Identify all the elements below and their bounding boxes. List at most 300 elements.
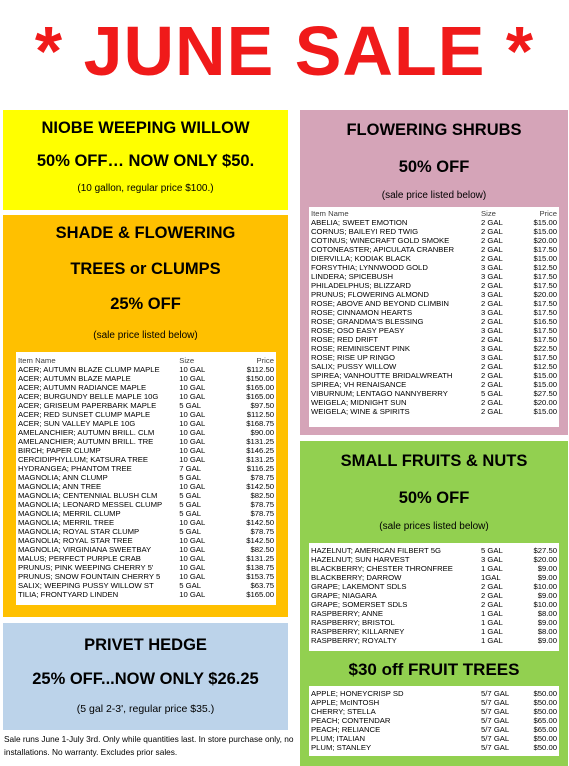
table-row [309,362,559,371]
privet-panel [3,623,288,730]
table-row [309,716,559,725]
table-row [16,464,276,473]
table-row [309,725,559,734]
item-price: $142.50 [246,482,274,491]
item-name: ACER; BURGUNDY BELLE MAPLE 10G [18,392,159,401]
table-row [309,407,559,416]
item-name: PRUNUS; SNOW FOUNTAIN CHERRY 5 [18,572,161,581]
item-size: 10 GAL [179,437,206,446]
item-name: MAGNOLIA; ROYAL STAR TREE [18,536,133,545]
item-name: MAGNOLIA; VIRGINIANA SWEETBAY [18,545,152,554]
fruits-price-list [309,543,559,651]
small-fruits-panel [300,441,568,766]
item-price: $168.75 [246,419,274,428]
table-row [16,509,276,518]
item-name: GRAPE; LAKEMONT SDLS [311,582,407,591]
item-price: $15.00 [533,380,557,389]
table-row [16,581,276,590]
item-price: $112.50 [246,365,274,374]
table-row [309,743,559,752]
item-size: 10 GAL [179,482,206,491]
table-row [16,536,276,545]
item-price: $8.00 [537,627,557,636]
item-size: 5/7 GAL [481,698,510,707]
item-name: CORNUS; BAILEYI RED TWIG [311,227,419,236]
item-price: $9.00 [537,618,557,627]
table-row [309,290,559,299]
table-row [16,455,276,464]
shrubs-price-list [309,207,559,427]
item-name: BIRCH; PAPER CLUMP [18,446,101,455]
item-name: ROSE; RISE UP RINGO [311,353,396,362]
item-size: 2 GAL [481,218,503,227]
item-name: TILIA; FRONTYARD LINDEN [18,590,119,599]
item-size: 2 GAL [481,407,503,416]
item-price: $78.75 [250,473,274,482]
item-size: 10 GAL [179,572,206,581]
item-name: ACER; GRISEUM PAPERBARK MAPLE [18,401,157,410]
item-name: ABELIA; SWEET EMOTION [311,218,408,227]
item-size: 10 GAL [179,590,206,599]
item-size: 2 GAL [481,591,503,600]
item-price: $10.00 [533,600,557,609]
item-name: RASPBERRY; KILLARNEY [311,627,405,636]
table-row [309,734,559,743]
item-name: PRUNUS; PINK WEEPING CHERRY 5' [18,563,154,572]
item-size: 3 GAL [481,290,503,299]
item-size: 10 GAL [179,545,206,554]
item-size: 2 GAL [481,245,503,254]
item-price: $78.75 [250,509,274,518]
item-size: 5 GAL [481,546,503,555]
item-price: $20.00 [533,555,557,564]
table-row [309,389,559,398]
item-size: 2 GAL [481,362,503,371]
item-size: 1 GAL [481,636,503,645]
shade-table [16,356,276,599]
item-name: HYDRANGEA; PHANTOM TREE [18,464,132,473]
item-size: 5 GAL [179,527,201,536]
item-price: $65.00 [533,716,557,725]
table-row [309,236,559,245]
item-price: $20.00 [533,236,557,245]
item-name: WEIGELA; WINE & SPIRITS [311,407,410,416]
flowering-shrubs-panel [300,110,568,435]
item-name: WEIGELA; MIDNIGHT SUN [311,398,407,407]
item-price: $50.00 [533,734,557,743]
item-price: $82.50 [250,545,274,554]
item-name: PHILADELPHUS; BLIZZARD [311,281,411,290]
item-name: ROSE; ABOVE AND BEYOND CLIMBIN [311,299,449,308]
item-size: 10 GAL [179,554,206,563]
table-row [309,689,559,698]
fruits-heading: SMALL FRUITS & NUTS [340,452,528,470]
item-name: HAZELNUT; SUN HARVEST [311,555,410,564]
item-price: $27.50 [533,389,557,398]
niobe-note: (10 gallon, regular price $100.) [77,183,214,194]
item-name: ROSE; OSO EASY PEASY [311,326,405,335]
item-price: $50.00 [533,698,557,707]
item-name: SPIREA; VANHOUTTE BRIDALWREATH [311,371,453,380]
item-name: SPIREA; VH RENAISANCE [311,380,407,389]
item-price: $131.25 [246,455,274,464]
table-row [16,563,276,572]
item-name: ACER; AUTUMN RADIANCE MAPLE [18,383,147,392]
table-row [16,419,276,428]
item-price: $146.25 [246,446,274,455]
item-name: COTONEASTER; APICULATA CRANBER [311,245,455,254]
item-size: 10 GAL [179,455,206,464]
item-name: CHERRY; STELLA [311,707,376,716]
item-size: 2 GAL [481,398,503,407]
item-size: 2 GAL [481,380,503,389]
item-size: 10 GAL [179,374,206,383]
item-size: 10 GAL [179,392,206,401]
column-header: Size [179,356,195,365]
niobe-heading: NIOBE WEEPING WILLOW [41,119,250,137]
item-size: 10 GAL [179,410,206,419]
table-row [309,272,559,281]
item-price: $153.75 [246,572,274,581]
item-name: CERCIDIPHYLLUM; KATSURA TREE [18,455,149,464]
item-price: $9.00 [537,591,557,600]
item-price: $17.50 [533,245,557,254]
item-price: $131.25 [246,437,274,446]
column-header: Price [539,209,557,218]
item-size: 10 GAL [179,365,206,374]
fruits-offer: 50% OFF [398,489,470,507]
item-price: $27.50 [533,546,557,555]
item-name: LINDERA; SPICEBUSH [311,272,394,281]
item-size: 10 GAL [179,563,206,572]
table-row [309,308,559,317]
table-row [16,365,276,374]
table-header-row [309,209,559,218]
item-price: $82.50 [250,491,274,500]
table-row [309,317,559,326]
item-name: ACER; RED SUNSET CLUMP MAPLE [18,410,151,419]
item-price: $17.50 [533,353,557,362]
table-row [16,518,276,527]
table-row [309,698,559,707]
item-name: APPLE; McINTOSH [311,698,380,707]
table-row [16,500,276,509]
table-row [309,609,559,618]
table-row [309,564,559,573]
table-row [309,573,559,582]
item-size: 2 GAL [481,371,503,380]
item-name: COTINUS; WINECRAFT GOLD SMOKE [311,236,450,245]
item-name: GRAPE; NIAGARA [311,591,377,600]
item-size: 2 GAL [481,582,503,591]
item-name: MALUS; PERFECT PURPLE CRAB [18,554,141,563]
item-price: $15.00 [533,371,557,380]
item-name: MAGNOLIA; MERRIL CLUMP [18,509,121,518]
table-row [309,335,559,344]
shade-heading-line2: TREES or CLUMPS [70,260,221,278]
item-price: $20.00 [533,290,557,299]
item-price: $8.00 [537,609,557,618]
fruits-table [309,546,559,645]
item-price: $15.00 [533,254,557,263]
item-size: 10 GAL [179,446,206,455]
item-size: 1 GAL [481,618,503,627]
item-name: SALIX; WEEPING PUSSY WILLOW ST [18,581,154,590]
table-row [16,473,276,482]
niobe-offer: 50% OFF… NOW ONLY $50. [36,152,255,170]
item-price: $65.00 [533,725,557,734]
item-size: 2 GAL [481,227,503,236]
item-price: $165.00 [246,590,274,599]
item-price: $150.00 [246,374,274,383]
item-price: $78.75 [250,527,274,536]
item-name: MAGNOLIA; ROYAL STAR CLUMP [18,527,140,536]
table-row [16,482,276,491]
table-row [309,353,559,362]
privet-heading: PRIVET HEDGE [84,636,207,654]
table-row [16,392,276,401]
fruits-note: (sale prices listed below) [379,521,489,532]
item-name: ROSE; RED DRIFT [311,335,379,344]
item-name: PEACH; CONTENDAR [311,716,391,725]
item-name: SALIX; PUSSY WILLOW [311,362,397,371]
item-size: 5 GAL [179,500,201,509]
item-size: 1GAL [481,573,501,582]
fruit-trees-heading: $30 off FRUIT TREES [348,660,520,679]
table-row [309,218,559,227]
item-price: $15.00 [533,227,557,236]
table-row [309,627,559,636]
table-row [309,245,559,254]
table-row [16,446,276,455]
shade-note: (sale price listed below) [93,330,198,341]
item-price: $63.75 [250,581,274,590]
privet-offer: 25% OFF...NOW ONLY $26.25 [32,670,259,688]
shade-heading-line1: SHADE & FLOWERING [55,224,236,242]
table-row [16,401,276,410]
item-name: RASPBERRY; ROYALTY [311,636,397,645]
table-row [309,546,559,555]
item-name: RASPBERRY; ANNE [311,609,383,618]
item-price: $9.00 [537,564,557,573]
item-price: $22.50 [533,344,557,353]
table-row [309,263,559,272]
table-row [16,527,276,536]
item-size: 5 GAL [179,401,201,410]
item-name: BLACKBERRY; CHESTER THRONFREE [311,564,453,573]
niobe-panel [3,110,288,210]
item-size: 5 GAL [481,389,503,398]
table-row [16,554,276,563]
item-name: MAGNOLIA; CENTENNIAL BLUSH CLM [18,491,158,500]
item-name: MAGNOLIA; LEONARD MESSEL CLUMP [18,500,163,509]
item-price: $17.50 [533,281,557,290]
item-size: 1 GAL [481,609,503,618]
table-row [309,281,559,290]
item-price: $17.50 [533,308,557,317]
item-name: PLUM; STANLEY [311,743,372,752]
item-size: 1 GAL [481,627,503,636]
item-name: HAZELNUT; AMERICAN FILBERT 5G [311,546,442,555]
column-header: Size [481,209,496,218]
item-price: $9.00 [537,573,557,582]
item-price: $116.25 [246,464,274,473]
item-name: PLUM; ITALIAN [311,734,366,743]
item-price: $78.75 [250,500,274,509]
item-size: 2 GAL [481,281,503,290]
table-row [309,636,559,645]
item-name: RASPBERRY; BRISTOL [311,618,395,627]
item-size: 5 GAL [179,581,201,590]
item-size: 2 GAL [481,600,503,609]
item-name: MAGNOLIA; ANN CLUMP [18,473,108,482]
item-size: 5/7 GAL [481,734,510,743]
table-row [16,491,276,500]
shade-trees-panel [3,215,288,617]
item-name: GRAPE; SOMERSET SDLS [311,600,408,609]
item-price: $142.50 [246,536,274,545]
table-row [16,545,276,554]
table-row [16,572,276,581]
table-row [309,591,559,600]
item-name: AMELANCHIER; AUTUMN BRILL. CLM [18,428,155,437]
table-row [309,254,559,263]
item-size: 7 GAL [179,464,201,473]
table-row [309,707,559,716]
item-name: PRUNUS; FLOWERING ALMOND [311,290,429,299]
item-size: 10 GAL [179,419,206,428]
item-name: BLACKBERRY; DARROW [311,573,402,582]
shade-price-list [16,352,276,605]
item-price: $142.50 [246,518,274,527]
table-row [309,344,559,353]
item-size: 5/7 GAL [481,725,510,734]
shade-offer: 25% OFF [110,295,181,313]
privet-note: (5 gal 2-3', regular price $35.) [76,703,215,715]
item-price: $90.00 [250,428,274,437]
item-size: 2 GAL [481,335,503,344]
table-header-row [16,356,276,365]
table-row [309,371,559,380]
item-price: $12.50 [533,263,557,272]
item-size: 5 GAL [179,509,201,518]
item-size: 3 GAL [481,326,503,335]
sale-terms-note: Sale runs June 1-July 3rd. Only while quantities last. In store purchase only, no installations. No warranty. Excludes prior sales. [4,734,294,757]
item-size: 3 GAL [481,353,503,362]
item-price: $131.25 [246,554,274,563]
item-name: MAGNOLIA; MERRIL TREE [18,518,115,527]
item-size: 3 GAL [481,555,503,564]
page-title: * JUNE SALE * [34,12,535,90]
shrubs-table [309,209,559,416]
shrubs-offer: 50% OFF [398,158,470,176]
item-price: $9.00 [537,636,557,645]
fruit-trees-table [309,689,559,752]
item-price: $138.75 [246,563,274,572]
item-price: $50.00 [533,689,557,698]
item-name: ROSE; GRANDMA'S BLESSING [311,317,424,326]
item-size: 2 GAL [481,299,503,308]
item-price: $15.00 [533,407,557,416]
item-size: 10 GAL [179,536,206,545]
item-size: 10 GAL [179,428,206,437]
table-row [309,600,559,609]
item-name: ROSE; CINNAMON HEARTS [311,308,413,317]
item-price: $50.00 [533,743,557,752]
item-name: VIBURNUM; LENTAGO NANNYBERRY [311,389,448,398]
item-name: MAGNOLIA; ANN TREE [18,482,102,491]
item-name: FORSYTHIA; LYNNWOOD GOLD [311,263,428,272]
table-row [309,380,559,389]
item-size: 2 GAL [481,254,503,263]
item-size: 5/7 GAL [481,707,510,716]
table-row [16,383,276,392]
table-row [309,326,559,335]
item-name: DIERVILLA; KODIAK BLACK [311,254,411,263]
item-size: 3 GAL [481,344,503,353]
table-row [16,410,276,419]
item-size: 5/7 GAL [481,716,510,725]
item-price: $15.00 [533,218,557,227]
item-size: 3 GAL [481,272,503,281]
item-price: $17.50 [533,272,557,281]
table-row [16,590,276,599]
item-price: $17.50 [533,335,557,344]
item-name: ACER; AUTUMN BLAZE CLUMP MAPLE [18,365,160,374]
column-header: Price [256,356,274,365]
item-name: APPLE; HONEYCRISP SD [311,689,404,698]
table-row [309,582,559,591]
table-row [309,618,559,627]
item-name: ROSE; REMINISCENT PINK [311,344,410,353]
table-row [16,437,276,446]
item-price: $165.00 [246,392,274,401]
item-size: 10 GAL [179,383,206,392]
table-row [309,398,559,407]
item-size: 1 GAL [481,564,503,573]
item-name: PEACH; RELIANCE [311,725,381,734]
item-price: $97.50 [250,401,274,410]
item-name: ACER; AUTUMN BLAZE MAPLE [18,374,131,383]
table-row [309,555,559,564]
item-size: 3 GAL [481,263,503,272]
item-price: $10.00 [533,582,557,591]
item-name: ACER; SUN VALLEY MAPLE 10G [18,419,136,428]
column-header: Item Name [18,356,56,365]
item-price: $16.50 [533,317,557,326]
item-price: $12.50 [533,362,557,371]
fruit-trees-price-list [309,686,559,756]
item-size: 5/7 GAL [481,689,510,698]
shrubs-note: (sale price listed below) [381,190,487,201]
table-row [16,428,276,437]
table-row [16,374,276,383]
table-row [309,227,559,236]
item-size: 3 GAL [481,308,503,317]
item-size: 5/7 GAL [481,743,510,752]
shrubs-heading: FLOWERING SHRUBS [346,121,522,139]
item-size: 5 GAL [179,491,201,500]
item-size: 2 GAL [481,317,503,326]
item-price: $20.00 [533,398,557,407]
item-size: 2 GAL [481,236,503,245]
item-size: 10 GAL [179,518,206,527]
item-price: $50.00 [533,707,557,716]
column-header: Item Name [311,209,349,218]
item-price: $17.50 [533,326,557,335]
table-row [309,299,559,308]
item-price: $165.00 [246,383,274,392]
